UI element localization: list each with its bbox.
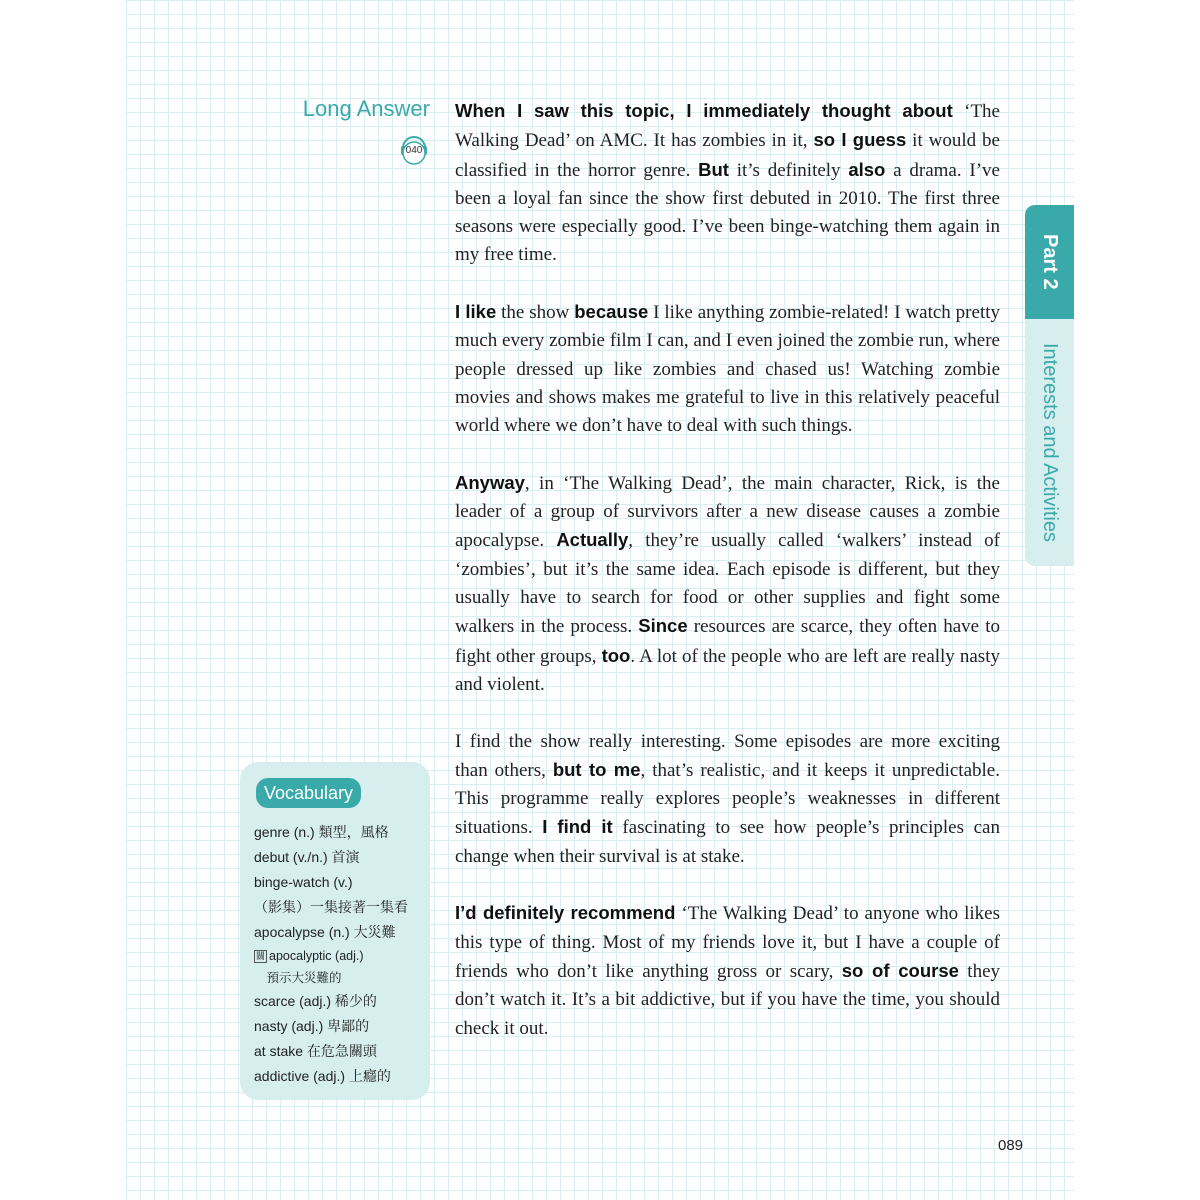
vocabulary-entry bbox=[254, 820, 426, 845]
related-word-marker: 關 bbox=[256, 951, 266, 962]
vocabulary-entry-text: （影集）一集接著一集看 bbox=[254, 899, 408, 915]
paragraph bbox=[455, 469, 1000, 699]
vocabulary-entry bbox=[254, 920, 426, 945]
page-number: 089 bbox=[998, 1137, 1024, 1154]
key-phrase: I’d definitely recommend bbox=[455, 902, 676, 924]
key-phrase: But bbox=[698, 158, 729, 180]
key-phrase: Anyway bbox=[455, 471, 525, 493]
vocabulary-entry-text: at stake 在危急關頭 bbox=[254, 1043, 377, 1059]
vocabulary-box bbox=[240, 762, 430, 1100]
text-run: , they’re usually called ‘walkers’ instead of ‘zombies’, but it’s the same idea. Each episode is different, but they usually have to search for food or other supplies and fight some walkers in the process. bbox=[455, 530, 1000, 638]
key-phrase: I like bbox=[455, 301, 497, 323]
vocabulary-entry-text: addictive (adj.) 上癮的 bbox=[254, 1068, 391, 1084]
key-phrase: also bbox=[848, 158, 886, 180]
vocabulary-entry-text: debut (v./n.) 首演 bbox=[254, 849, 360, 865]
key-phrase: I find it bbox=[542, 816, 613, 838]
vocabulary-list bbox=[254, 820, 426, 1089]
vocabulary-entry bbox=[254, 945, 426, 967]
vocabulary-entry-text: apocalypse (n.) 大災難 bbox=[254, 924, 396, 940]
text-run: it would be classified in the horror genre. bbox=[455, 130, 1000, 181]
paragraph bbox=[455, 899, 1000, 1042]
side-tab-part bbox=[1025, 205, 1074, 319]
section-heading: Long Answer bbox=[302, 96, 430, 121]
vocabulary-title: Vocabulary bbox=[256, 778, 361, 808]
key-phrase: too bbox=[601, 644, 631, 666]
paragraph bbox=[455, 728, 1000, 871]
vocabulary-entry bbox=[254, 989, 426, 1014]
text-run: ‘The Walking Dead’ on AMC. It has zombies in it, bbox=[455, 101, 1000, 152]
audio-track-number: 040 bbox=[405, 145, 423, 156]
vocabulary-entry bbox=[254, 1064, 426, 1089]
paragraph bbox=[455, 298, 1000, 440]
key-phrase: When I saw this topic, I immediately thought about bbox=[455, 100, 953, 121]
text-run: they don’t watch it. It’s a bit addictive, but if you have the time, you should check it out. bbox=[455, 960, 1000, 1039]
text-run: I find the show really interesting. Some episodes are more exciting than others, bbox=[455, 730, 1000, 781]
side-tab-part-label: Part 2 bbox=[1039, 234, 1061, 290]
answer-text bbox=[455, 97, 1000, 1071]
side-tab bbox=[1025, 205, 1074, 566]
vocabulary-entry-text: binge-watch (v.) bbox=[254, 874, 353, 890]
vocabulary-entry-text: genre (n.) 類型，風格 bbox=[254, 824, 389, 840]
vocabulary-entry bbox=[254, 845, 426, 870]
text-run: fascinating to see how people’s principles can change when their survival is at stake. bbox=[455, 817, 1000, 867]
vocabulary-entry-text: apocalyptic (adj.) bbox=[269, 949, 364, 963]
key-phrase: so I guess bbox=[813, 129, 907, 151]
key-phrase: because bbox=[574, 301, 649, 323]
text-run: , in ‘The Walking Dead’, the main character, Rick, is the leader of a group of survivors after a new disease causes a zombie apocalypse. bbox=[455, 472, 1000, 552]
text-run: it’s definitely bbox=[728, 159, 849, 181]
paragraph bbox=[455, 97, 1000, 270]
key-phrase: Actually bbox=[556, 529, 629, 551]
key-phrase: so of course bbox=[841, 959, 959, 981]
vocabulary-entry-text: nasty (adj.) 卑鄙的 bbox=[254, 1018, 370, 1034]
text-run: a drama. I’ve been a loyal fan since the show first debuted in 2010. The first three seasons were especially good. I’ve been binge-watching them again in my free time. bbox=[455, 159, 1000, 266]
text-run: resources are scarce, they often have to fight other groups, bbox=[455, 616, 1000, 667]
text-run: I like anything zombie-related! I watch pretty much every zombie film I can, and I even joined the zombie run, where people dressed up like zombies and chased us! Watching zombie movies and shows makes me grateful to live in this relatively peaceful world where we don’t have to deal with such things. bbox=[455, 302, 1000, 437]
vocabulary-entry bbox=[254, 895, 426, 920]
key-phrase: but to me bbox=[552, 758, 641, 780]
audio-track-badge bbox=[398, 131, 430, 165]
text-run: the show bbox=[496, 302, 575, 324]
key-phrase: Since bbox=[638, 615, 688, 637]
vocabulary-entry-text: 預示大災難的 bbox=[254, 971, 342, 985]
vocabulary-entry bbox=[254, 967, 426, 989]
vocabulary-entry bbox=[254, 870, 426, 895]
text-run: , that’s realistic, and it keeps it unpredictable. This programme really explores people’s weaknesses in different situations. bbox=[455, 759, 1000, 839]
vocabulary-entry bbox=[254, 1014, 426, 1039]
vocabulary-entry bbox=[254, 1039, 426, 1064]
text-run: ‘The Walking Dead’ to anyone who likes this type of thing. Most of my friends love it, but I have a couple of friends who don’t like anything gross or scary, bbox=[455, 903, 1001, 982]
side-tab-topic-label: Interests and Activities bbox=[1039, 343, 1061, 542]
vocabulary-entry-text: scarce (adj.) 稀少的 bbox=[254, 993, 377, 1009]
text-run: . A lot of the people who are left are really nasty and violent. bbox=[455, 645, 1000, 695]
side-tab-topic bbox=[1025, 319, 1074, 566]
